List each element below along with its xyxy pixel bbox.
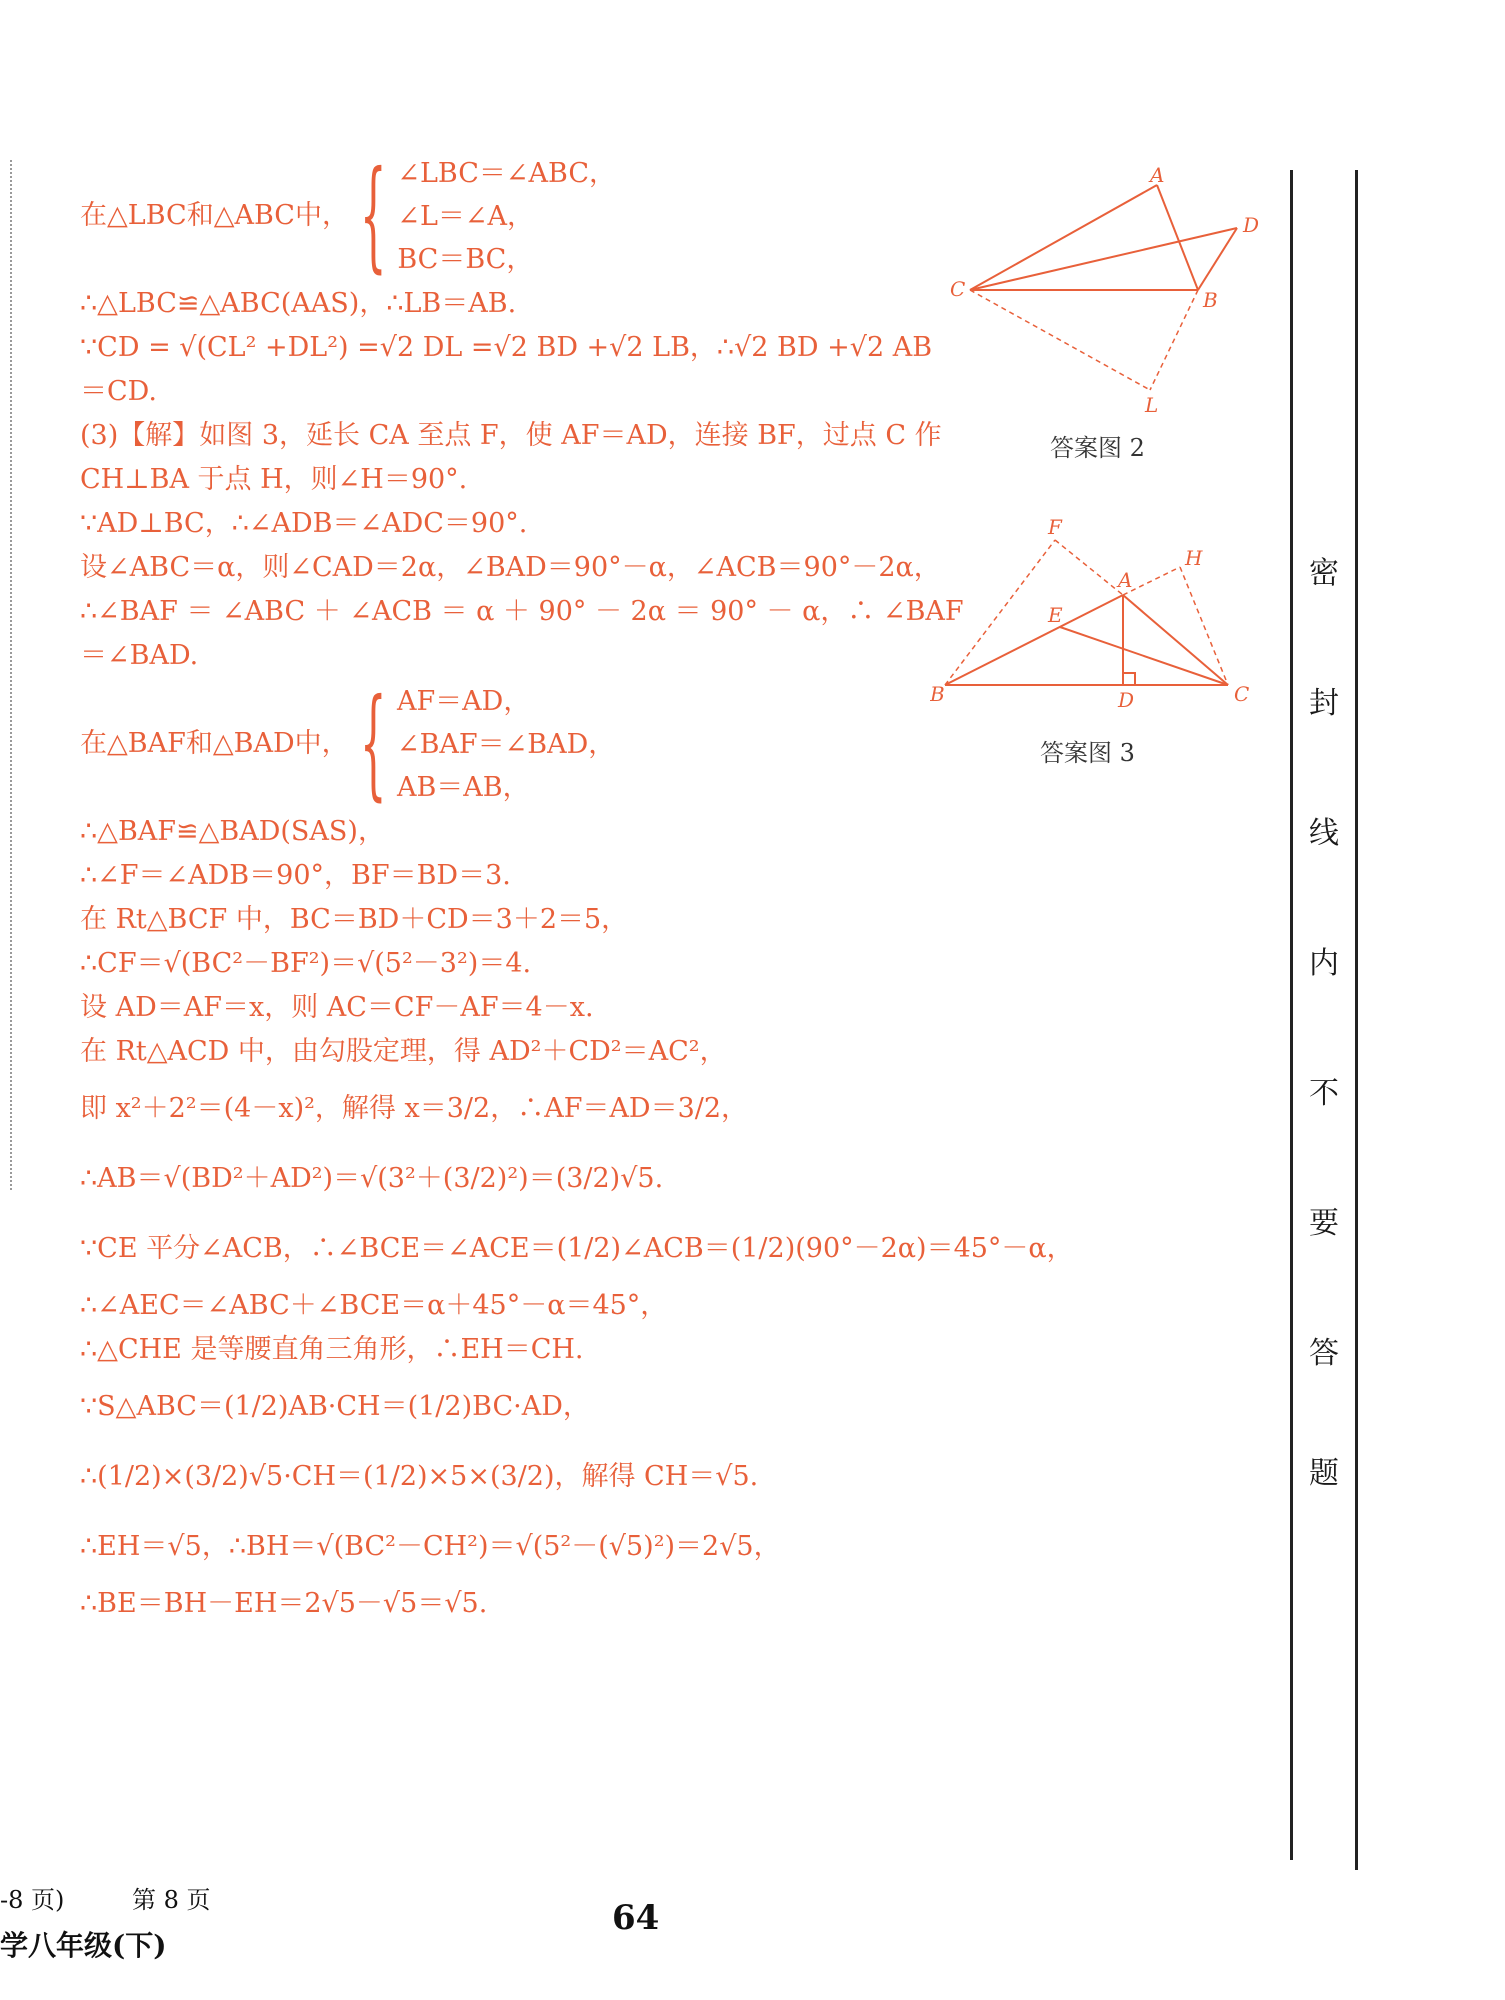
- system-2-row: ∠BAF＝∠BAD，: [396, 728, 616, 760]
- solution-line: ∵S△ABC＝(1/2)AB·CH＝(1/2)BC·AD，: [80, 1391, 590, 1422]
- solution-line: 即 x²＋2²＝(4－x)²，解得 x＝3/2，∴AF＝AD＝3/2，: [80, 1093, 749, 1124]
- solution-body: [80, 146, 1074, 1626]
- solution-line: 在 Rt△BCF 中，BC＝BD＋CD＝3＋2＝5，: [80, 904, 629, 935]
- solution-line: ∴∠BAF ＝ ∠ABC ＋ ∠ACB ＝ α ＋ 90° － 2α ＝ 90° － α，∴ ∠BAF: [80, 596, 964, 627]
- solution-line: ∴∠F＝∠ADB＝90°，BF＝BD＝3.: [80, 860, 511, 891]
- solution-line: ∵CE 平分∠ACB，∴∠BCE＝∠ACE＝(1/2)∠ACB＝(1/2)(90°－2α)＝45°－α，: [80, 1233, 1074, 1264]
- answer-figure-2: [950, 160, 1270, 420]
- segment-CD: [970, 228, 1237, 290]
- point-label: C: [950, 277, 966, 301]
- congruence-system-1: [80, 146, 1000, 285]
- figure-3-caption: 答案图 3: [1040, 739, 1135, 767]
- page-number: 64: [612, 1898, 660, 1938]
- solution-line: ∴EH＝√5，∴BH＝√(BC²－CH²)＝√(5²－(√5)²)＝2√5，: [80, 1531, 781, 1562]
- seal-char: 内: [1309, 946, 1339, 981]
- point-label: B: [930, 682, 945, 706]
- congruence-system-2: [80, 674, 1000, 813]
- segment-DB: [1198, 228, 1237, 290]
- solution-line: ∴△CHE 是等腰直角三角形，∴EH＝CH.: [80, 1334, 584, 1365]
- system-2-lead: 在△BAF和△BAD中，: [80, 728, 349, 759]
- solution-line: ∴(1/2)×(3/2)√5·CH＝(1/2)×5×(3/2)，解得 CH＝√5.: [80, 1461, 759, 1492]
- segment-FA: [1055, 540, 1123, 595]
- seal-char: 要: [1309, 1206, 1339, 1241]
- segment-CE: [1060, 627, 1228, 685]
- solution-line: (3)【解】如图 3，延长 CA 至点 F，使 AF＝AD，连接 BF，过点 C 作: [80, 420, 942, 451]
- solution-line: ＝∠BAD.: [80, 640, 199, 671]
- seal-char: 密: [1309, 556, 1339, 591]
- point-label: C: [1234, 682, 1250, 706]
- system-1-rows: [397, 152, 616, 281]
- solution-line: ∵CD = √(CL² +DL²) =√2 DL =√2 BD +√2 LB，∴√2 BD +√2 AB: [80, 332, 933, 363]
- point-label: D: [1243, 213, 1260, 237]
- segment-CA: [1123, 595, 1228, 685]
- point-label: H: [1185, 546, 1203, 570]
- solution-line: ∵AD⊥BC，∴∠ADB＝∠ADC＝90°.: [80, 508, 528, 539]
- footer-page-range: -8 页): [0, 1886, 65, 1914]
- system-1-row: ∠L＝∠A，: [397, 200, 535, 232]
- right-angle-mark: [1123, 673, 1135, 685]
- seal-char: 题: [1309, 1456, 1339, 1491]
- segment-CL: [970, 290, 1150, 390]
- binding-dashed-line: [10, 160, 12, 1190]
- point-label: B: [1203, 288, 1218, 312]
- figure-2-caption: 答案图 2: [1050, 434, 1145, 462]
- solution-line: ∴△BAF≌△BAD(SAS)，: [80, 816, 385, 847]
- system-1-lead: 在△LBC和△ABC中，: [80, 200, 349, 231]
- seal-rule-right: [1355, 170, 1358, 1870]
- seal-char: 线: [1309, 816, 1339, 851]
- point-label: L: [1145, 393, 1159, 417]
- solution-line: ∴AB＝√(BD²＋AD²)＝√(3²＋(3/2)²)＝(3/2)√5.: [80, 1163, 664, 1194]
- answer-figure-3: [930, 515, 1270, 725]
- segment-BL: [1150, 290, 1198, 390]
- point-label: A: [1150, 163, 1165, 187]
- solution-line: 设 AD＝AF＝x，则 AC＝CF－AF＝4－x.: [80, 992, 594, 1023]
- seal-rule-left: [1290, 170, 1293, 1860]
- solution-line: 在 Rt△ACD 中，由勾股定理，得 AD²＋CD²＝AC²，: [80, 1036, 727, 1067]
- brace-icon: {: [359, 146, 387, 285]
- footer-grade-label: 学八年级(下): [0, 1929, 167, 1962]
- solution-line: CH⊥BA 于点 H，则∠H＝90°.: [80, 464, 468, 495]
- point-label: E: [1048, 603, 1063, 627]
- solution-line: 设∠ABC＝α，则∠CAD＝2α，∠BAD＝90°－α，∠ACB＝90°－2α，: [80, 552, 941, 583]
- seal-char: 封: [1309, 686, 1339, 721]
- solution-line: ∴BE＝BH－EH＝2√5－√5＝√5.: [80, 1588, 488, 1619]
- system-2-row: AB＝AB，: [396, 771, 530, 803]
- segment-CA: [970, 185, 1157, 290]
- solution-line: ∴△LBC≌△ABC(AAS)，∴LB＝AB.: [80, 288, 517, 319]
- solution-line: ＝CD.: [80, 376, 157, 407]
- system-1-row: BC＝BC，: [397, 243, 534, 275]
- point-label: A: [1118, 568, 1133, 592]
- segment-HC: [1180, 567, 1228, 685]
- seal-char: 不: [1309, 1076, 1339, 1111]
- point-label: F: [1048, 515, 1062, 539]
- footer-page-label: 第 8 页: [132, 1886, 211, 1914]
- system-2-rows: [397, 680, 615, 809]
- point-label: D: [1118, 688, 1135, 712]
- segment-BF: [945, 540, 1055, 685]
- seal-char: 答: [1309, 1336, 1339, 1371]
- solution-line: ∴CF＝√(BC²－BF²)＝√(5²－3²)＝4.: [80, 948, 532, 979]
- system-1-row: ∠LBC＝∠ABC，: [397, 157, 617, 189]
- brace-icon: {: [359, 674, 387, 813]
- solution-line: ∴∠AEC＝∠ABC＋∠BCE＝α＋45°－α＝45°，: [80, 1290, 668, 1321]
- system-2-row: AF＝AD，: [396, 685, 531, 717]
